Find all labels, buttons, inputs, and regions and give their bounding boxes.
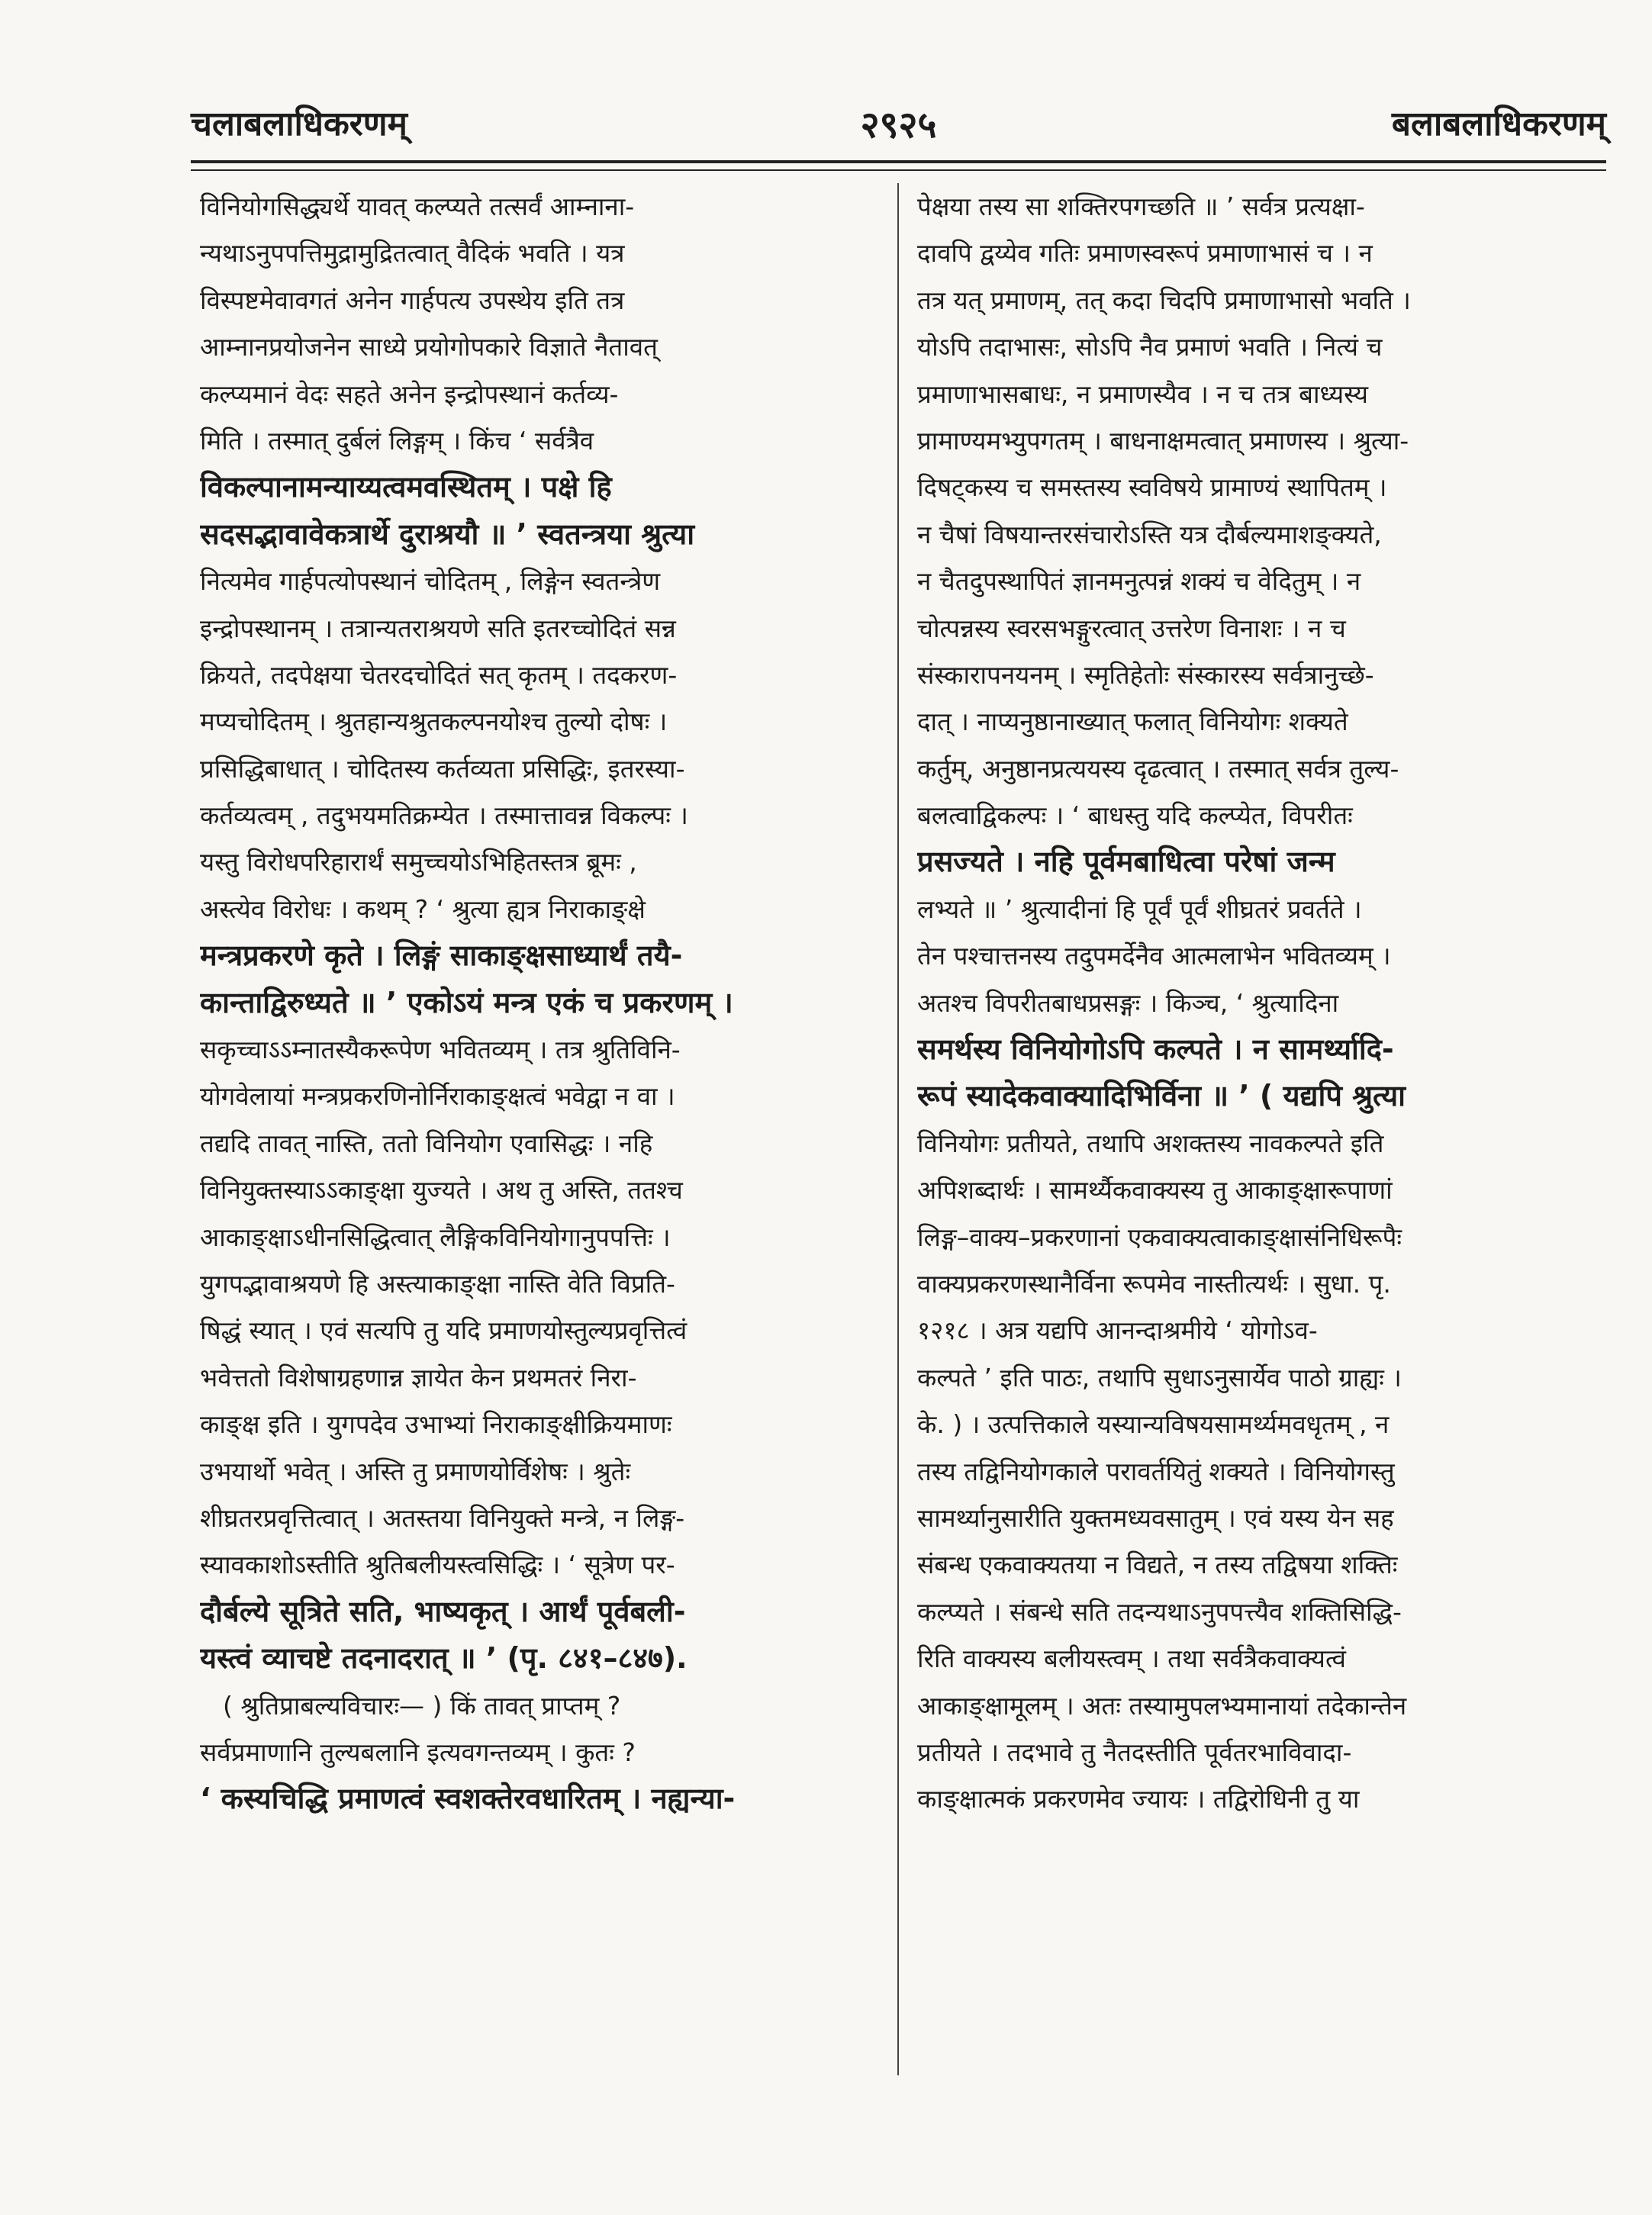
text-line: प्रतीयते । तदभावे तु नैतदस्तीति पूर्वतरभाविवादा- <box>917 1737 1352 1767</box>
text-line: लिङ्ग–वाक्य–प्रकरणानां एकवाक्यत्वाकाङ्क्षासंनिधिरूपैः <box>917 1222 1402 1252</box>
text-line: दौर्बल्ये सूत्रिते सति, भाष्यकृत् । आर्थं पूर्वबली- <box>200 1594 686 1628</box>
text-line: शीघ्रतरप्रवृत्तित्वात् । अतस्तया विनियुक्ते मन्त्रे, न लिङ्ग- <box>200 1502 685 1533</box>
text-line: सामर्थ्यानुसारीति युक्तमध्यवसातुम् । एवं यस्य येन सह <box>917 1502 1394 1533</box>
text-line: पेक्षया तस्य सा शक्तिरपगच्छति ॥ ’ सर्वत्र प्रत्यक्षा- <box>917 192 1365 221</box>
text-line: दावपि द्वय्येव गतिः प्रमाणस्वरूपं प्रमाणाभासं च । न <box>917 238 1373 269</box>
page-header <box>191 99 1606 153</box>
text-line: तस्य तद्विनियोगकाले परावर्तयितुं शक्यते । विनियोगस्तु <box>917 1456 1395 1486</box>
text-line: चोत्पन्नस्य स्वरसभङ्गुरत्वात् उत्तरेण विनाशः । न च <box>917 613 1346 643</box>
text-line: काङ्क्ष इति । युगपदेव उभाभ्यां निराकाङ्क्षीक्रियमाणः <box>200 1409 672 1440</box>
text-line: इन्द्रोपस्थानम् । तत्रान्यतराश्रयणे सति इतरच्चोदितं सन्न <box>200 613 676 643</box>
text-line: तद्यदि तावत् नास्ति, ततो विनियोग एवासिद्धः । नहि <box>200 1128 653 1158</box>
text-line: प्रमाणाभासबाधः, न प्रमाणस्यैव । न च तत्र बाध्यस्य <box>917 378 1369 409</box>
text-line: यस्तु विरोधपरिहारार्थं समुच्चयोऽभिहितस्तत्र ब्रूमः , <box>200 847 637 877</box>
text-line: विनियोगसिद्ध्यर्थे यावत् कल्प्यते तत्सर्वं आम्नाना- <box>200 192 635 221</box>
text-line: आकाङ्क्षाऽधीनसिद्धित्वात् लैङ्गिकविनियोगानुपपत्तिः । <box>200 1222 671 1252</box>
text-line: मप्यचोदितम् । श्रुतहान्यश्रुतकल्पनयोश्च तुल्यो दोषः । <box>200 707 668 737</box>
text-line: सदसद्भावावेकत्रार्थे दुराश्रयौ ॥ ’ स्वतन्त्रया श्रुत्या <box>200 517 695 551</box>
text-line: कल्प्यमानं वेदः सहते अनेन इन्द्रोपस्थानं कर्तव्य- <box>200 378 619 409</box>
text-line: कल्प्यते । संबन्धे सति तदन्यथाऽनुपपत्त्यैव शक्तिसिद्धि- <box>917 1596 1402 1627</box>
text-line: समर्थस्य विनियोगोऽपि कल्पते । न सामर्थ्यादि- <box>917 1032 1394 1067</box>
text-line: सर्वप्रमाणानि तुल्यबलानि इत्यवगन्तव्यम् । कुतः ? <box>200 1737 636 1767</box>
header-rule <box>191 160 1606 163</box>
text-line: कर्तव्यत्वम् , तदुभयमतिक्रम्येत । तस्मात्तावन्न विकल्पः । <box>200 800 688 831</box>
text-line: दात् । नाप्यनुष्ठानाख्यात् फलात् विनियोगः शक्यते <box>917 707 1348 737</box>
text-line: स्यावकाशोऽस्तीति श्रुतिबलीयस्त्वसिद्धिः । ‘ सूत्रेण पर- <box>200 1550 675 1580</box>
text-line: आम्नानप्रयोजनेन साध्ये प्रयोगोपकारे विज्ञाते नैतावत् <box>200 332 658 362</box>
running-head-left: चलाबलाधिकरणम् <box>191 105 407 143</box>
text-line: के. ) । उत्पत्तिकाले यस्यान्यविषयसामर्थ्यमवधृतम् , न <box>917 1409 1390 1440</box>
text-line: अस्त्येव विरोधः । कथम् ? ‘ श्रुत्या ह्यत्र निराकाङ्क्षे <box>200 893 646 924</box>
text-line: आकाङ्क्षामूलम् । अतः तस्यामुपलभ्यमानायां तदेकान्तेन <box>917 1690 1407 1721</box>
text-line: ( श्रुतिप्राबल्यविचारः— ) किं तावत् प्राप्तम् ? <box>223 1690 621 1721</box>
text-line: मन्त्रप्रकरणे कृते । लिङ्गं साकाङ्क्षसाध्यार्थं तयै- <box>200 938 683 973</box>
text-line: संस्कारापनयनम् । स्मृतिहेतोः संस्कारस्य सर्वत्रानुच्छे- <box>917 659 1374 690</box>
text-line: न चैतदुपस्थापितं ज्ञानमनुत्पन्नं शक्यं च वेदितुम् । न <box>917 566 1361 597</box>
text-line: सकृच्चाऽऽम्नातस्यैकरूपेण भवितव्यम् । तत्र श्रुतिविनि- <box>200 1035 681 1065</box>
text-line: मिति । तस्मात् दुर्बलं लिङ्गम् । किंच ‘ सर्वत्रैव <box>200 425 594 456</box>
text-line: बलत्वाद्विकल्पः । ‘ बाधस्तु यदि कल्प्येत, विपरीतः <box>917 800 1353 831</box>
text-line: विनियोगः प्रतीयते, तथापि अशक्तस्य नावकल्पते इति <box>917 1128 1384 1158</box>
left-column <box>200 183 879 1823</box>
text-line: काङ्क्षात्मकं प्रकरणमेव ज्यायः । तद्विरोधिनी तु या <box>917 1784 1360 1814</box>
text-line: यस्त्वं व्याचष्टे तदनादरात् ॥ ’ (पृ. ८४१–८४७). <box>200 1641 688 1676</box>
text-line: दिषट्कस्य च समस्तस्य स्वविषये प्रामाण्यं स्थापितम् । <box>917 472 1387 503</box>
text-line: संबन्ध एकवाक्यतया न विद्यते, न तस्य तद्विषया शक्तिः <box>917 1550 1398 1580</box>
text-line: अतश्च विपरीतबाधप्रसङ्गः । किञ्च, ‘ श्रुत्यादिना <box>917 987 1339 1018</box>
text-line: क्रियते, तदपेक्षया चेतरदचोदितं सत् कृतम् । तदकरण- <box>200 659 678 690</box>
text-line: प्रसिद्धिबाधात् । चोदितस्य कर्तव्यता प्रसिद्धिः, इतरस्या- <box>200 753 685 784</box>
text-line: तेन पश्चात्तनस्य तदुपमर्देनैव आत्मलाभेन भवितव्यम् । <box>917 941 1391 971</box>
text-line: विनियुक्तस्याऽऽकाङ्क्षा युज्यते । अथ तु अस्ति, ततश्च <box>200 1175 683 1206</box>
text-line: योगवेलायां मन्त्रप्रकरणिनोर्निराकाङ्क्षत्वं भवेद्वा न वा । <box>200 1081 675 1112</box>
text-line: कान्ताद्विरुध्यते ॥ ’ एकोऽयं मन्त्र एकं च प्रकरणम् । <box>200 985 733 1019</box>
text-line: प्रामाण्यमभ्युपगतम् । बाधनाक्षमत्वात् प्रमाणस्य । श्रुत्या- <box>917 425 1409 456</box>
text-line: रूपं स्यादेकवाक्यादिभिर्विना ॥ ’ ( यद्यपि श्रुत्या <box>917 1079 1406 1113</box>
page-number: २९२५ <box>860 104 937 146</box>
text-line: न्यथाऽनुपपत्तिमुद्रामुद्रितत्वात् वैदिकं भवति । यत्र <box>200 238 625 269</box>
right-column <box>917 183 1596 1823</box>
text-line: षिद्धं स्यात् । एवं सत्यपि तु यदि प्रमाणयोस्तुल्यप्रवृत्तित्वं <box>200 1315 688 1346</box>
text-line: विकल्पानामन्याय्यत्वमवस्थितम् । पक्षे हि <box>200 470 612 504</box>
text-line: वाक्यप्रकरणस्थानैर्विना रूपमेव नास्तीत्यर्थः । सुधा. पृ. <box>917 1268 1391 1299</box>
text-line: रिति वाक्यस्य बलीयस्त्वम् । तथा सर्वत्रैकवाक्यत्वं <box>917 1644 1347 1674</box>
text-line: कर्तुम्, अनुष्ठानप्रत्ययस्य दृढत्वात् । तस्मात् सर्वत्र तुल्य- <box>917 753 1399 784</box>
text-line: प्रसज्यते । नहि पूर्वमबाधित्वा परेषां जन्म <box>917 845 1335 879</box>
text-line: १२१८ । अत्र यद्यपि आनन्दाश्रमीये ‘ योगोऽव- <box>917 1315 1318 1346</box>
text-line: कल्पते ’ इति पाठः, तथापि सुधाऽनुसार्येव पाठो ग्राह्यः । <box>917 1362 1402 1392</box>
running-head-right: बलाबलाधिकरणम् <box>1391 105 1606 143</box>
column-divider <box>897 183 899 2075</box>
text-line: भवेत्ततो विशेषाग्रहणान्न ज्ञायेत केन प्रथमतरं निरा- <box>200 1362 637 1392</box>
text-line: उभयार्थो भवेत् । अस्ति तु प्रमाणयोर्विशेषः । श्रुतेः <box>200 1456 631 1486</box>
text-line: योऽपि तदाभासः, सोऽपि नैव प्रमाणं भवति । नित्यं च <box>917 332 1383 362</box>
text-line: ‘ कस्यचिद्धि प्रमाणत्वं स्वशक्तेरवधारितम् । नह्यन्या- <box>200 1782 736 1816</box>
header-rule-thin <box>191 169 1606 171</box>
text-line: विस्पष्टमेवावगतं अनेन गार्हपत्य उपस्थेय इति तत्र <box>200 285 625 315</box>
text-line: तत्र यत् प्रमाणम्, तत् कदा चिदपि प्रमाणाभासो भवति । <box>917 285 1411 315</box>
text-line: अपिशब्दार्थः । सामर्थ्यैकवाक्यस्य तु आकाङ्क्षारूपाणां <box>917 1175 1393 1206</box>
text-line: लभ्यते ॥ ’ श्रुत्यादीनां हि पूर्वं पूर्वं शीघ्रतरं प्रवर्तते । <box>917 893 1362 924</box>
text-line: न चैषां विषयान्तरसंचारोऽस्ति यत्र दौर्बल्यमाशङ्क्यते, <box>917 519 1382 549</box>
text-line: नित्यमेव गार्हपत्योपस्थानं चोदितम् , लिङ्गेन स्वतन्त्रेण <box>200 566 661 597</box>
text-line: युगपद्भावाश्रयणे हि अस्त्याकाङ्क्षा नास्ति वेति विप्रति- <box>200 1268 675 1299</box>
